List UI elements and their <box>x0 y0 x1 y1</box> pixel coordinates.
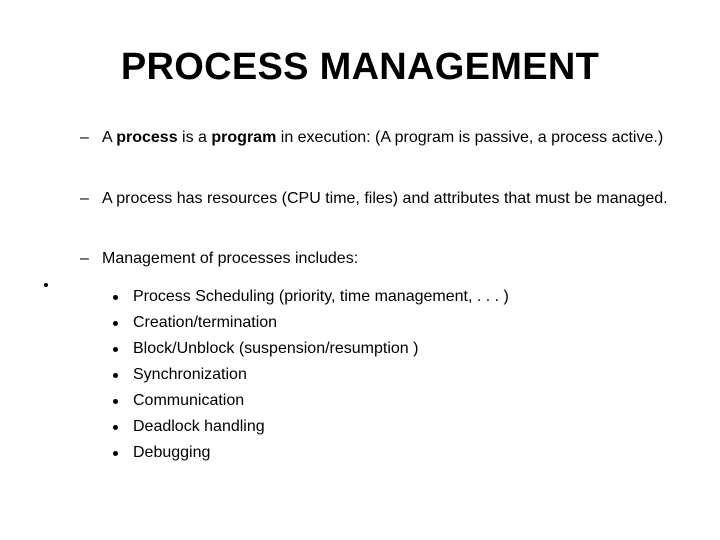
term-process: process <box>116 129 178 146</box>
bullet-icon <box>113 399 118 404</box>
bullet-icon <box>113 295 118 300</box>
term-program: program <box>211 129 277 146</box>
list-item: Synchronization <box>110 364 509 390</box>
list-item: Process Scheduling (priority, time management, . . . ) <box>110 286 509 312</box>
management-sub-list <box>110 286 509 468</box>
dash-marker: – <box>80 129 89 146</box>
list-item: Block/Unblock (suspension/resumption ) <box>110 338 509 364</box>
bullet-management-includes <box>80 250 672 267</box>
list-item: Creation/termination <box>110 312 509 338</box>
bullet-process-resources <box>80 190 672 207</box>
bullet-icon <box>113 451 118 456</box>
bullet-text: Management of processes includes: <box>102 250 359 267</box>
list-item: Debugging <box>110 442 509 468</box>
dash-marker: – <box>80 250 89 267</box>
bullet-icon <box>113 373 118 378</box>
bullet-process-definition <box>80 129 672 146</box>
stray-bullet-icon <box>44 283 48 287</box>
bullet-icon <box>113 425 118 430</box>
list-item: Communication <box>110 390 509 416</box>
slide-title: PROCESS MANAGEMENT <box>120 46 600 88</box>
bullet-text: A process has resources (CPU time, files) and attributes that must be managed. <box>102 190 668 207</box>
list-item: Deadlock handling <box>110 416 509 442</box>
bullet-icon <box>113 321 118 326</box>
bullet-icon <box>113 347 118 352</box>
bullet-text: A process is a program in execution: (A program is passive, a process active.) <box>102 129 664 146</box>
dash-marker: – <box>80 190 89 207</box>
